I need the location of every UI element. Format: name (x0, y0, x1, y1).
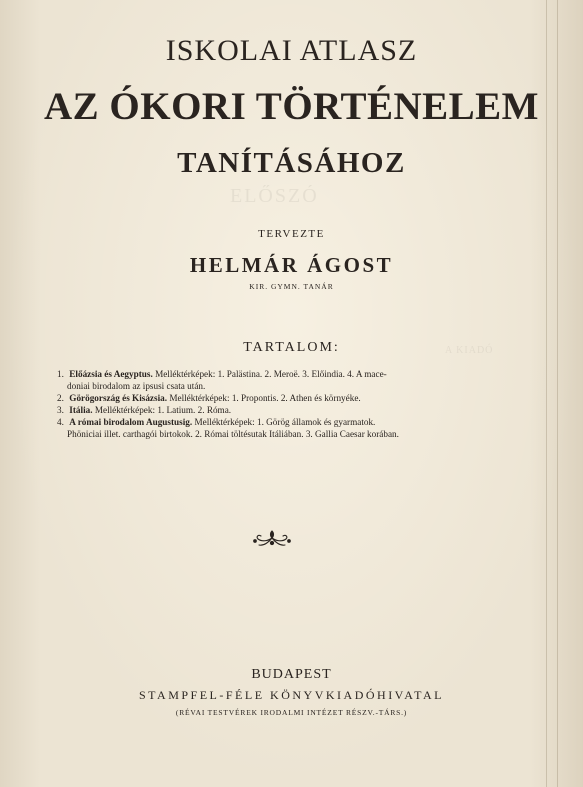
title-line-2: AZ ÓKORI TÖRTÉNELEM (43, 85, 539, 128)
publication-city: BUDAPEST (251, 667, 332, 682)
toc-item (57, 368, 497, 392)
toc-item-number: 1. (57, 369, 64, 379)
title-line-3: TANÍTÁSÁHOZ (177, 147, 406, 179)
author-title: KIR. GYMN. TANÁR (249, 282, 334, 291)
toc-item-detail: Melléktérképek: 1. Palästina. 2. Meroë. 3. Előindia. 4. A mace- (155, 369, 387, 379)
toc-item-continuation: Phöniciai illet. carthagói birtokok. 2. Római töltésutak Itáliában. 3. Gallia Caesar korában. (67, 429, 399, 439)
toc-item (57, 416, 497, 440)
toc-item-number: 4. (57, 417, 64, 427)
title-line-1: ISKOLAI ATLASZ (165, 34, 418, 67)
toc-item (57, 392, 497, 404)
contents-heading: TARTALOM: (243, 340, 340, 355)
toc-item (57, 404, 497, 416)
toc-item-title: Görögország és Kisázsia. (69, 393, 168, 403)
designed-by-label: TERVEZTE (258, 228, 325, 240)
toc-item-continuation: doniai birodalom az ipsusi csata után. (67, 381, 206, 391)
toc-item-title: Előázsia és Aegyptus. (69, 369, 153, 379)
show-through-heading: ELŐSZÓ (230, 185, 319, 207)
publisher-note: (RÉVAI TESTVÉREK IRODALMI INTÉZET RÉSZV.-TÁRS.) (175, 708, 408, 717)
toc-item-number: 3. (57, 405, 64, 415)
toc-item-title: A római birodalom Augustusig. (69, 417, 193, 427)
fleuron-ornament-icon (252, 527, 292, 549)
toc-item-number: 2. (57, 393, 64, 403)
publisher-name: STAMPFEL-FÉLE KÖNYVKIADÓHIVATAL (138, 688, 445, 702)
show-through-side-label: A KIADÓ (445, 345, 494, 356)
author-name: HELMÁR ÁGOST (189, 253, 394, 277)
toc-item-title: Itália. (69, 405, 93, 415)
table-of-contents (57, 368, 497, 440)
toc-item-detail: Melléktérképek: 1. Latium. 2. Róma. (94, 405, 232, 415)
toc-item-detail: Melléktérképek: 1. Propontis. 2. Athen és környéke. (169, 393, 361, 403)
toc-item-detail: Melléktérképek: 1. Görög államok és gyarmatok. (194, 417, 376, 427)
